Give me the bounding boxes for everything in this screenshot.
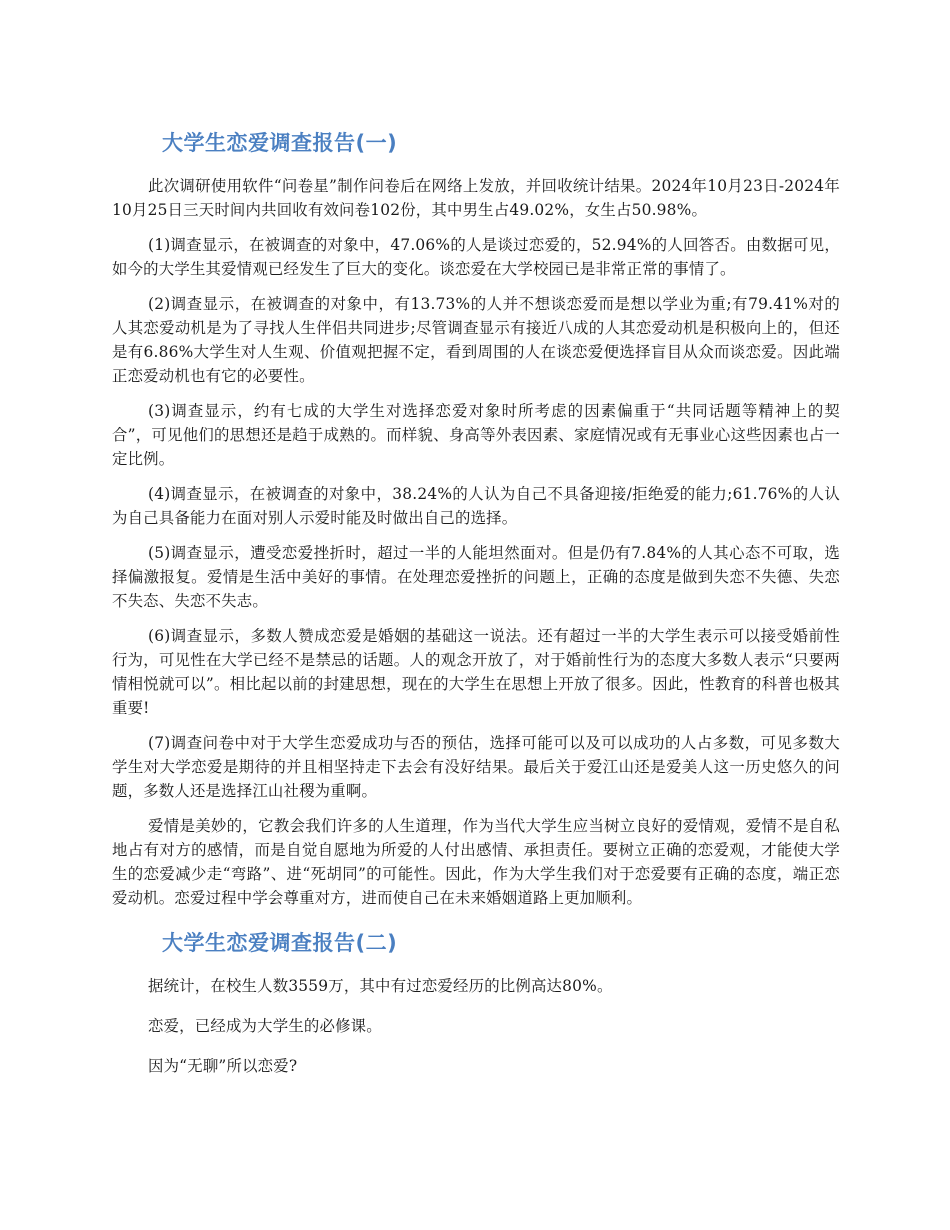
- conclusion-paragraph: 爱情是美妙的，它教会我们许多的人生道理，作为当代大学生应当树立良好的爱情观，爱情不是自私地占有对方的感情，而是自觉自愿地为所爱的人付出感情、承担责任。要树立正确的恋爱观，才能使大学生的恋爱减少走“弯路”、进“死胡同”的可能性。因此，作为大学生我们对于恋爱要有正确的态度，端正恋爱动机。恋爱过程中学会尊重对方，进而使自己在未来婚姻道路上更加顺利。: [112, 817, 840, 907]
- report-two-title: 大学生恋爱调查报告(二): [162, 931, 398, 955]
- required-course-paragraph: 恋爱，已经成为大学生的必修课。: [148, 1017, 382, 1035]
- finding-6-paragraph: (6)调查显示，多数人赞成恋爱是婚姻的基础这一说法。还有超过一半的大学生表示可以接受婚前性行为，可见性在大学已经不是禁忌的话题。人的观念开放了，对于婚前性行为的态度大多数人表示“只要两情相悦就可以”。相比起以前的封建思想，现在的大学生在思想上开放了很多。因此，性教育的科普也极其重要!: [112, 627, 840, 717]
- finding-4-paragraph: (4)调查显示，在被调查的对象中，38.24%的人认为自己不具备迎接/拒绝爱的能力;61.76%的人认为自己具备能力在面对别人示爱时能及时做出自己的选择。: [112, 485, 840, 527]
- report-one-intro-paragraph: 此次调研使用软件“问卷星”制作问卷后在网络上发放，并回收统计结果。2024年10月23日-2024年10月25日三天时间内共回收有效问卷102份，其中男生占49.02%，女生占50.98%。: [112, 177, 840, 219]
- finding-2-paragraph: (2)调查显示，在被调查的对象中，有13.73%的人并不想谈恋爱而是想以学业为重;有79.41%对的人其恋爱动机是为了寻找人生伴侣共同进步;尽管调查显示有接近八成的人其恋爱动机是积极向上的，但还是有6.86%大学生对人生观、价值观把握不定，看到周围的人在谈恋爱便选择盲目从众而谈恋爱。因此端正恋爱动机也有它的必要性。: [112, 295, 840, 385]
- statistics-paragraph: 据统计，在校生人数3559万，其中有过恋爱经历的比例高达80%。: [148, 977, 613, 995]
- document-page: [112, 124, 840, 1094]
- finding-7-paragraph: (7)调查问卷中对于大学生恋爱成功与否的预估，选择可能可以及可以成功的人占多数，可见多数大学生对大学恋爱是期待的并且相坚持走下去会有没好结果。最后关于爱江山还是爱美人这一历史悠久的问题，多数人还是选择江山社稷为重啊。: [112, 734, 840, 800]
- report-one-title: 大学生恋爱调查报告(一): [162, 131, 398, 155]
- finding-5-paragraph: (5)调查显示，遭受恋爱挫折时，超过一半的人能坦然面对。但是仍有7.84%的人其心态不可取，选择偏激报复。爱情是生活中美好的事情。在处理恋爱挫折的问题上，正确的态度是做到失恋不失德、失恋不失态、失恋不失志。: [112, 544, 840, 610]
- finding-3-paragraph: (3)调查显示，约有七成的大学生对选择恋爱对象时所考虑的因素偏重于“共同话题等精神上的契合”，可见他们的思想还是趋于成熟的。而样貌、身高等外表因素、家庭情况或有无事业心这些因素也占一定比例。: [112, 402, 840, 468]
- finding-1-paragraph: (1)调查显示，在被调查的对象中，47.06%的人是谈过恋爱的，52.94%的人回答否。由数据可见，如今的大学生其爱情观已经发生了巨大的变化。谈恋爱在大学校园已是非常正常的事情了。: [112, 236, 840, 278]
- boredom-question-paragraph: 因为“无聊”所以恋爱?: [148, 1057, 298, 1075]
